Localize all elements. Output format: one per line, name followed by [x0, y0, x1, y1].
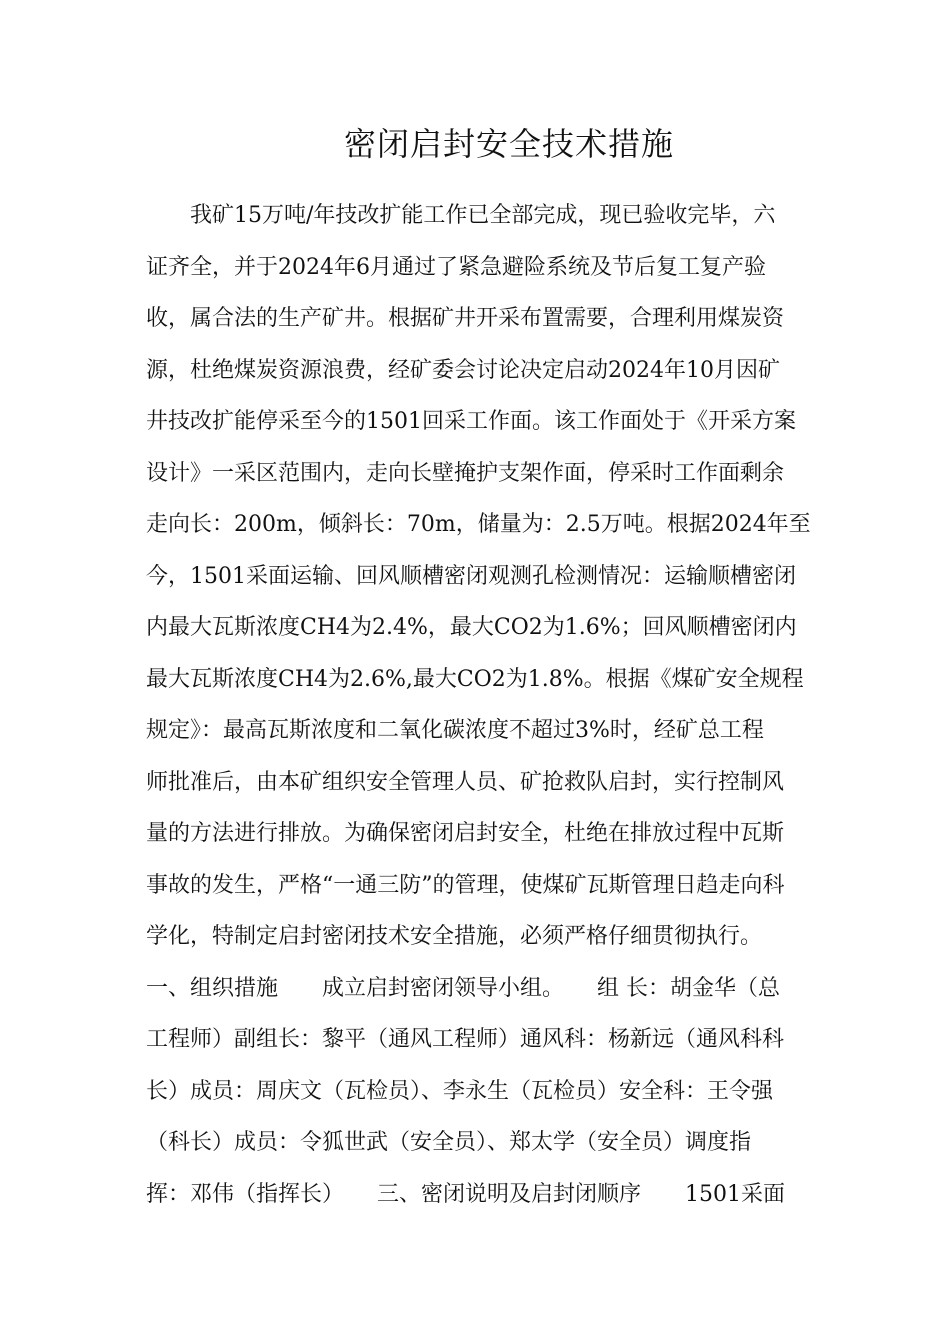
body-line: 收，属合法的生产矿井。根据矿井开采布置需要，合理利用煤炭资	[146, 306, 785, 331]
body-line: 工程师）副组长：黎平（通风工程师）通风科：杨新远（通风科科	[146, 1027, 785, 1052]
document-body	[146, 190, 811, 1220]
body-line: 规定》：最高瓦斯浓度和二氧化碳浓度不超过3%时，经矿总工程	[146, 718, 764, 743]
body-line: 源，杜绝煤炭资源浪费，经矿委会讨论决定启动2024年10月因矿	[146, 357, 780, 383]
body-line: 内最大瓦斯浓度CH4为2.4%，最大CO2为1.6%；回风顺槽密闭内	[146, 615, 797, 640]
body-line: 走向长：200m，倾斜长：70m，储量为：2.5万吨。根据2024年至	[146, 512, 811, 537]
body-line: 我矿15万吨/年技改扩能工作已全部完成，现已验收完毕，六	[190, 203, 776, 228]
body-line: 师批准后，由本矿组织安全管理人员、矿抢救队启封，实行控制风	[146, 769, 785, 795]
document-title: 密闭启封安全技术措施	[343, 125, 674, 163]
body-line: 最大瓦斯浓度CH4为2.6%,最大CO2为1.8%。根据《煤矿安全规程	[146, 666, 804, 692]
body-line: 事故的发生，严格“一通三防”的管理，使煤矿瓦斯管理日趋走向科	[146, 872, 785, 898]
body-line: 井技改扩能停采至今的1501回采工作面。该工作面处于《开采方案	[146, 409, 796, 434]
body-line: 今，1501采面运输、回风顺槽密闭观测孔检测情况：运输顺槽密闭	[146, 563, 796, 589]
body-line: 量的方法进行排放。为确保密闭启封安全，杜绝在排放过程中瓦斯	[146, 821, 785, 846]
body-line: （科长）成员：令狐世武（安全员）、郑太学（安全员）调度指	[146, 1130, 752, 1155]
body-line: 证齐全，并于2024年6月通过了紧急避险系统及节后复工复产验	[146, 254, 766, 280]
body-line: 设计》一采区范围内，走向长壁掩护支架作面，停采时工作面剩余	[146, 460, 785, 486]
body-line: 学化，特制定启封密闭技术安全措施，必须严格仔细贯彻执行。	[146, 924, 763, 949]
body-line: 挥：邓伟（指挥长） 三、密闭说明及启封闭顺序 1501采面	[146, 1181, 785, 1207]
body-line: 一、组织措施 成立启封密闭领导小组。 组 长：胡金华（总	[146, 975, 780, 1001]
body-line: 长）成员：周庆文（瓦检员）、李永生（瓦检员）安全科：王令强	[146, 1078, 774, 1104]
